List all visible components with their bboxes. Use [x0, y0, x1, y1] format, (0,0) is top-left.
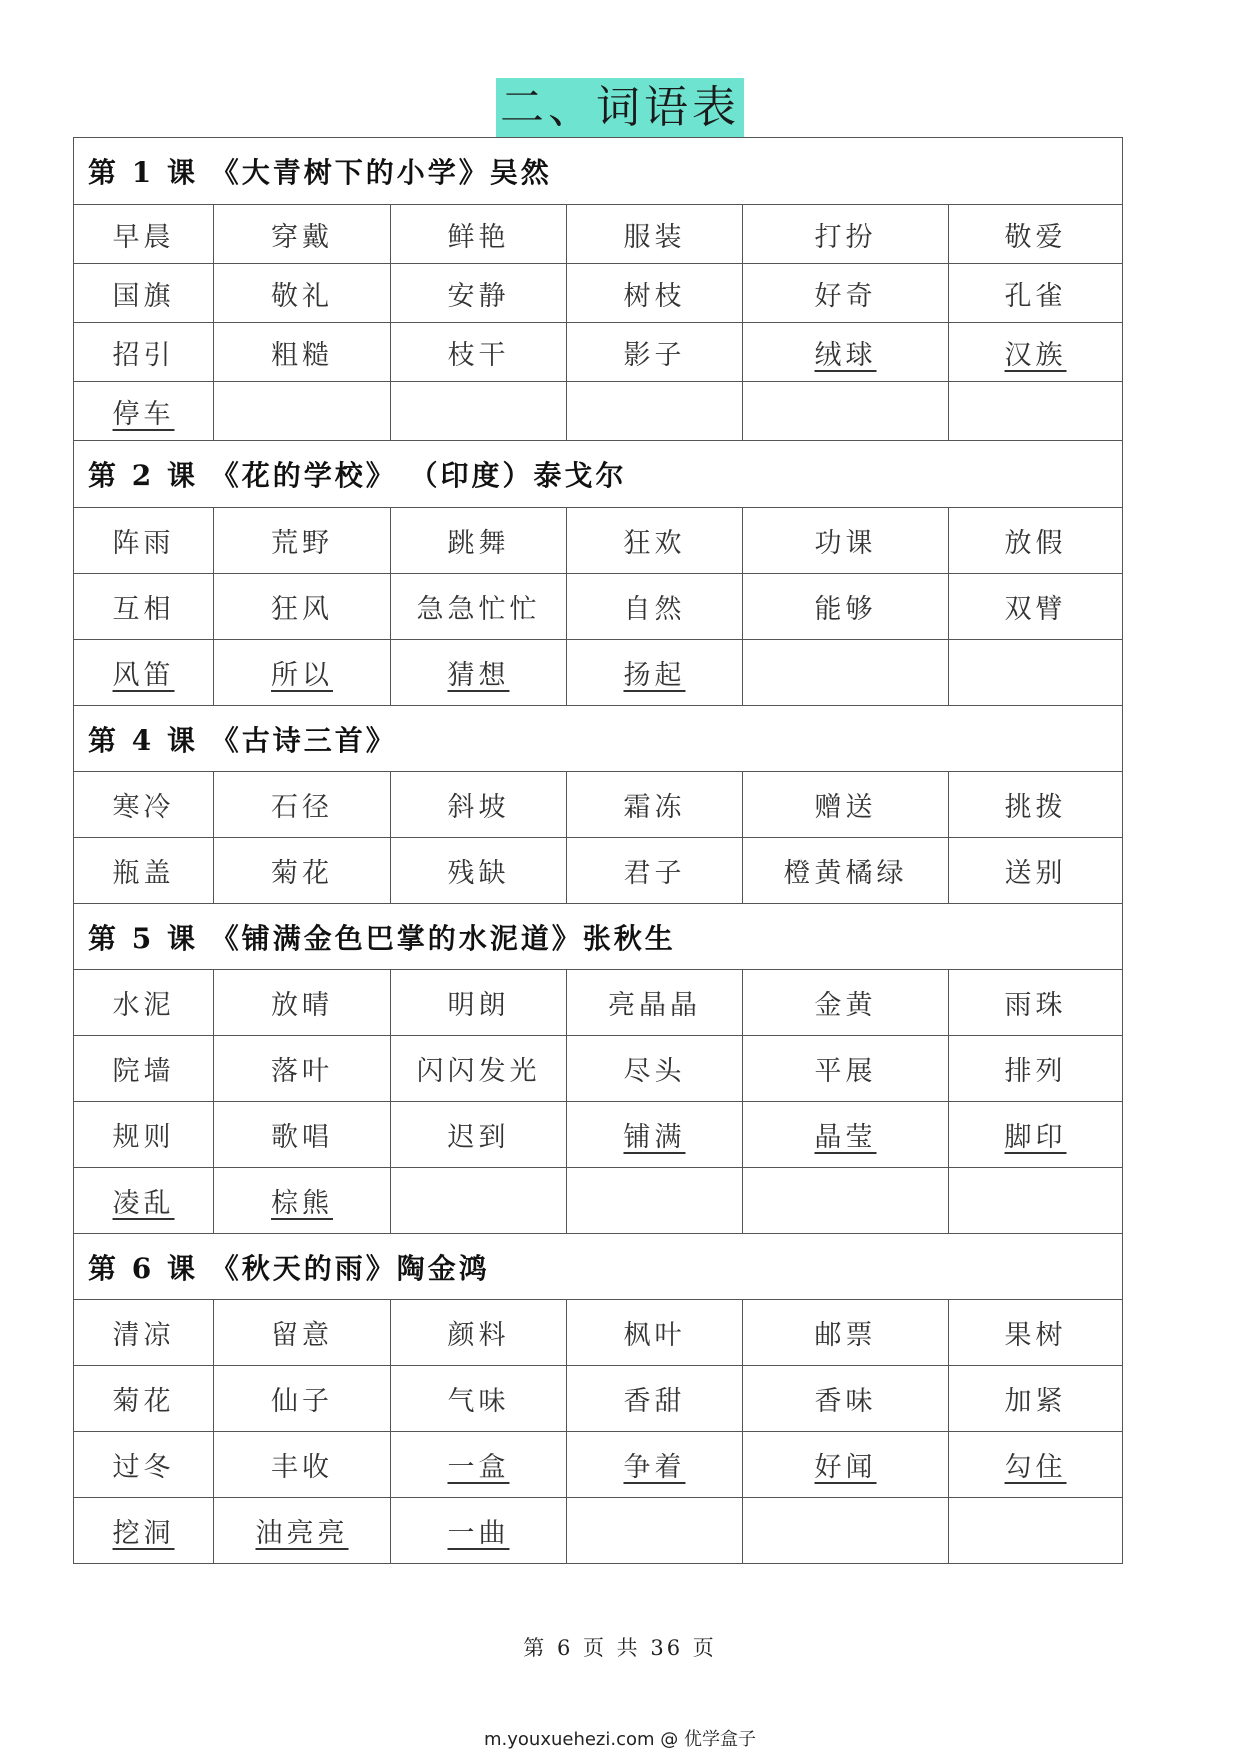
- lesson-header-row: [74, 706, 1123, 772]
- vocab-word: 果树: [1004, 1320, 1067, 1351]
- vocab-word-underlined: 晶莹: [814, 1122, 877, 1153]
- vocab-word-cell: [949, 205, 1123, 264]
- vocab-word-cell: [391, 1036, 567, 1102]
- empty-cell: [743, 1498, 949, 1564]
- vocab-word: 香甜: [623, 1386, 686, 1417]
- vocab-word-cell: [743, 1102, 949, 1168]
- vocab-word-cell: [743, 970, 949, 1036]
- empty-cell: [391, 382, 567, 441]
- vocab-word-underlined: 绒球: [814, 339, 877, 371]
- vocab-word: 邮票: [814, 1320, 877, 1351]
- lesson-heading: 第 1 课 《大青树下的小学》吴然: [74, 138, 1123, 205]
- vocab-word: 迟到: [447, 1122, 510, 1153]
- vocab-word-underlined: 铺满: [623, 1122, 686, 1153]
- vocab-word: 过冬: [112, 1452, 175, 1483]
- vocab-word: 残缺: [447, 858, 510, 889]
- vocab-word-cell: [214, 970, 391, 1036]
- table-row: [74, 1366, 1123, 1432]
- table-row: [74, 1036, 1123, 1102]
- vocab-word-cell: [74, 1366, 214, 1432]
- vocab-word-cell: [74, 264, 214, 323]
- vocab-word-cell: [949, 574, 1123, 640]
- table-row: [74, 1498, 1123, 1564]
- vocab-word-cell: [391, 640, 567, 706]
- vocab-word: 雨珠: [1004, 990, 1067, 1021]
- vocab-word-cell: [949, 1300, 1123, 1366]
- vocab-word: 丰收: [271, 1452, 333, 1483]
- vocab-word-cell: [949, 970, 1123, 1036]
- vocab-word-cell: [214, 574, 391, 640]
- vocab-word-underlined: 凌乱: [112, 1188, 175, 1219]
- vocab-word-cell: [74, 574, 214, 640]
- vocab-word-cell: [74, 772, 214, 838]
- table-row: [74, 264, 1123, 323]
- vocab-word-cell: [949, 1102, 1123, 1168]
- vocab-word: 金黄: [814, 990, 877, 1021]
- vocab-word-cell: [949, 323, 1123, 382]
- vocab-word-cell: [743, 1036, 949, 1102]
- vocab-word-cell: [74, 1102, 214, 1168]
- vocab-word-cell: [214, 1102, 391, 1168]
- vocab-word-cell: [391, 970, 567, 1036]
- vocab-word: 水泥: [112, 990, 175, 1021]
- vocab-word: 狂欢: [623, 528, 686, 559]
- vocab-word: 菊花: [271, 858, 333, 889]
- lesson-heading: 第 6 课 《秋天的雨》陶金鸿: [74, 1234, 1123, 1300]
- vocab-word: 功课: [814, 528, 877, 559]
- empty-cell: [567, 1168, 743, 1234]
- table-row: [74, 1102, 1123, 1168]
- vocab-word-cell: [567, 574, 743, 640]
- vocab-word-cell: [74, 838, 214, 904]
- empty-cell: [391, 1168, 567, 1234]
- vocab-word: 急急忙忙: [416, 594, 541, 625]
- table-row: [74, 772, 1123, 838]
- vocab-word-cell: [391, 205, 567, 264]
- vocabulary-table: [73, 137, 1123, 1564]
- vocab-word-underlined: 一曲: [447, 1518, 510, 1549]
- vocab-word: 仙子: [271, 1386, 333, 1417]
- vocab-word-underlined: 油亮亮: [255, 1518, 349, 1549]
- vocab-word-cell: [74, 508, 214, 574]
- vocab-word: 颜料: [447, 1320, 510, 1351]
- vocab-word: 影子: [623, 339, 686, 371]
- vocab-word: 互相: [112, 594, 175, 625]
- table-row: [74, 838, 1123, 904]
- vocab-word: 排列: [1004, 1056, 1067, 1087]
- vocab-word: 安静: [447, 280, 510, 312]
- lesson-heading: 第 4 课 《古诗三首》: [74, 706, 1123, 772]
- vocab-word-cell: [567, 323, 743, 382]
- lesson-header-row: [74, 1234, 1123, 1300]
- vocab-word: 国旗: [112, 280, 175, 312]
- vocab-word: 能够: [814, 594, 877, 625]
- vocab-word-cell: [214, 1168, 391, 1234]
- vocab-word-cell: [567, 508, 743, 574]
- table-row: [74, 640, 1123, 706]
- vocab-word: 粗糙: [271, 339, 333, 371]
- vocab-word: 橙黄橘绿: [783, 858, 908, 889]
- vocab-word-cell: [214, 205, 391, 264]
- vocab-word: 留意: [271, 1320, 333, 1351]
- vocab-word-cell: [949, 1366, 1123, 1432]
- vocab-word: 跳舞: [447, 528, 510, 559]
- table-row: [74, 205, 1123, 264]
- vocab-word-cell: [743, 838, 949, 904]
- vocab-word: 放晴: [271, 990, 333, 1021]
- vocab-word-underlined: 挖洞: [112, 1518, 175, 1549]
- empty-cell: [743, 640, 949, 706]
- table-row: [74, 1300, 1123, 1366]
- vocab-word: 赠送: [814, 792, 877, 823]
- vocab-word: 气味: [447, 1386, 510, 1417]
- vocab-word-cell: [567, 264, 743, 323]
- vocab-word-cell: [391, 508, 567, 574]
- vocab-word-cell: [567, 838, 743, 904]
- vocab-word-cell: [74, 640, 214, 706]
- page-number: 第 6 页 共 36 页: [523, 1636, 717, 1660]
- vocab-word-cell: [74, 970, 214, 1036]
- vocab-word-cell: [567, 1300, 743, 1366]
- vocab-word: 明朗: [447, 990, 510, 1021]
- vocab-word: 早晨: [112, 221, 175, 253]
- vocab-word-cell: [391, 772, 567, 838]
- vocab-word-cell: [214, 772, 391, 838]
- vocab-word-underlined: 风笛: [112, 660, 175, 691]
- vocab-word-cell: [74, 382, 214, 441]
- vocab-word-underlined: 扬起: [623, 660, 686, 691]
- vocab-word-cell: [949, 1432, 1123, 1498]
- vocab-word: 平展: [814, 1056, 877, 1087]
- lesson-header-row: [74, 138, 1123, 205]
- vocab-word-underlined: 一盒: [447, 1452, 510, 1483]
- vocab-word: 自然: [623, 594, 686, 625]
- vocab-word-cell: [567, 640, 743, 706]
- site-watermark: m.youxuehezi.com @ 优学盒子: [483, 1729, 756, 1750]
- vocab-word-cell: [74, 1168, 214, 1234]
- empty-cell: [949, 1168, 1123, 1234]
- vocab-word-cell: [743, 323, 949, 382]
- vocab-word-cell: [74, 1432, 214, 1498]
- vocab-word-cell: [743, 205, 949, 264]
- table-row: [74, 1168, 1123, 1234]
- empty-cell: [567, 1498, 743, 1564]
- vocab-word-cell: [949, 1036, 1123, 1102]
- vocab-word-cell: [214, 838, 391, 904]
- vocab-word: 打扮: [814, 221, 877, 253]
- vocab-word: 清凉: [112, 1320, 175, 1351]
- vocab-word-cell: [567, 772, 743, 838]
- vocab-word-cell: [391, 1300, 567, 1366]
- vocab-word: 尽头: [623, 1056, 686, 1087]
- lesson-header-row: [74, 904, 1123, 970]
- vocab-word: 闪闪发光: [416, 1056, 541, 1087]
- vocab-word-cell: [391, 1498, 567, 1564]
- vocab-word-cell: [214, 1300, 391, 1366]
- vocab-word: 招引: [112, 339, 175, 371]
- empty-cell: [743, 1168, 949, 1234]
- vocab-word: 院墙: [112, 1056, 175, 1087]
- vocab-word-cell: [567, 1366, 743, 1432]
- vocab-word: 歌唱: [271, 1122, 333, 1153]
- vocab-word-underlined: 脚印: [1004, 1122, 1067, 1153]
- vocab-word: 阵雨: [112, 528, 175, 559]
- vocab-word: 加紧: [1004, 1386, 1067, 1417]
- vocab-word-underlined: 猜想: [447, 660, 510, 691]
- vocab-word: 鲜艳: [447, 221, 510, 253]
- vocab-word-cell: [567, 1432, 743, 1498]
- vocab-word: 规则: [112, 1122, 175, 1153]
- vocab-word-cell: [567, 205, 743, 264]
- vocab-word: 枝干: [447, 339, 510, 371]
- vocab-word-cell: [74, 1498, 214, 1564]
- vocab-word-underlined: 棕熊: [271, 1188, 333, 1219]
- table-row: [74, 508, 1123, 574]
- vocab-word-underlined: 好闻: [814, 1452, 877, 1483]
- table-row: [74, 382, 1123, 441]
- vocab-word: 树枝: [623, 280, 686, 312]
- empty-cell: [949, 1498, 1123, 1564]
- empty-cell: [214, 382, 391, 441]
- vocab-word: 狂风: [271, 594, 333, 625]
- vocab-word-cell: [391, 838, 567, 904]
- table-row: [74, 1432, 1123, 1498]
- vocab-word: 荒野: [271, 528, 333, 559]
- vocab-word-cell: [391, 1432, 567, 1498]
- vocab-word-cell: [949, 508, 1123, 574]
- vocab-word-cell: [214, 508, 391, 574]
- vocab-word: 好奇: [814, 280, 877, 312]
- vocab-word-cell: [391, 323, 567, 382]
- empty-cell: [949, 382, 1123, 441]
- vocab-word-cell: [74, 205, 214, 264]
- vocab-word-cell: [743, 1432, 949, 1498]
- vocab-word-cell: [214, 1498, 391, 1564]
- vocab-word: 孔雀: [1004, 280, 1067, 312]
- vocab-word-cell: [567, 1102, 743, 1168]
- empty-cell: [567, 382, 743, 441]
- empty-cell: [743, 382, 949, 441]
- vocab-word: 枫叶: [623, 1320, 686, 1351]
- table-row: [74, 970, 1123, 1036]
- vocab-word-cell: [567, 1036, 743, 1102]
- vocab-word-underlined: 停车: [112, 398, 175, 430]
- vocab-word-cell: [743, 574, 949, 640]
- vocab-word-cell: [214, 1366, 391, 1432]
- vocab-word-cell: [743, 1300, 949, 1366]
- vocab-word: 寒冷: [112, 792, 175, 823]
- vocab-word: 香味: [814, 1386, 877, 1417]
- vocab-word: 敬爱: [1004, 221, 1067, 253]
- vocab-word: 敬礼: [271, 280, 333, 312]
- vocab-word-cell: [74, 1036, 214, 1102]
- vocab-word-underlined: 争着: [623, 1452, 686, 1483]
- vocab-word-cell: [74, 323, 214, 382]
- table-row: [74, 574, 1123, 640]
- lesson-heading: 第 2 课 《花的学校》 （印度）泰戈尔: [74, 441, 1123, 508]
- vocab-word-cell: [74, 1300, 214, 1366]
- vocab-word-cell: [391, 1102, 567, 1168]
- table-row: [74, 323, 1123, 382]
- vocab-word-cell: [949, 772, 1123, 838]
- vocab-word-cell: [391, 264, 567, 323]
- vocab-word: 落叶: [271, 1056, 333, 1087]
- page-title: 二、词语表: [496, 78, 744, 138]
- vocab-word: 穿戴: [271, 221, 333, 253]
- lesson-header-row: [74, 441, 1123, 508]
- vocab-word-cell: [743, 1366, 949, 1432]
- vocab-word-cell: [949, 838, 1123, 904]
- vocab-word-cell: [743, 508, 949, 574]
- vocab-word-cell: [214, 1432, 391, 1498]
- vocab-word-cell: [391, 1366, 567, 1432]
- vocab-word: 霜冻: [623, 792, 686, 823]
- vocab-word-cell: [214, 264, 391, 323]
- vocab-word-cell: [214, 1036, 391, 1102]
- empty-cell: [949, 640, 1123, 706]
- vocab-word-underlined: 汉族: [1004, 339, 1067, 371]
- vocab-word: 君子: [623, 858, 686, 889]
- vocab-word-cell: [214, 640, 391, 706]
- vocab-word-underlined: 所以: [271, 660, 333, 691]
- vocab-word: 放假: [1004, 528, 1067, 559]
- vocab-word: 瓶盖: [112, 858, 175, 889]
- vocab-word: 斜坡: [447, 792, 510, 823]
- lesson-heading: 第 5 课 《铺满金色巴掌的水泥道》张秋生: [74, 904, 1123, 970]
- vocab-word: 服装: [623, 221, 686, 253]
- vocab-word: 亮晶晶: [608, 990, 701, 1021]
- vocab-word: 送别: [1004, 858, 1067, 889]
- vocab-word-cell: [743, 264, 949, 323]
- vocab-word: 挑拨: [1004, 792, 1067, 823]
- vocab-word-cell: [391, 574, 567, 640]
- vocab-word-cell: [567, 970, 743, 1036]
- vocab-word: 双臂: [1004, 594, 1067, 625]
- vocab-word-underlined: 勾住: [1004, 1452, 1067, 1483]
- vocab-word-cell: [214, 323, 391, 382]
- vocab-word: 石径: [271, 792, 333, 823]
- vocab-word-cell: [949, 264, 1123, 323]
- vocab-word-cell: [743, 772, 949, 838]
- vocab-word: 菊花: [112, 1386, 175, 1417]
